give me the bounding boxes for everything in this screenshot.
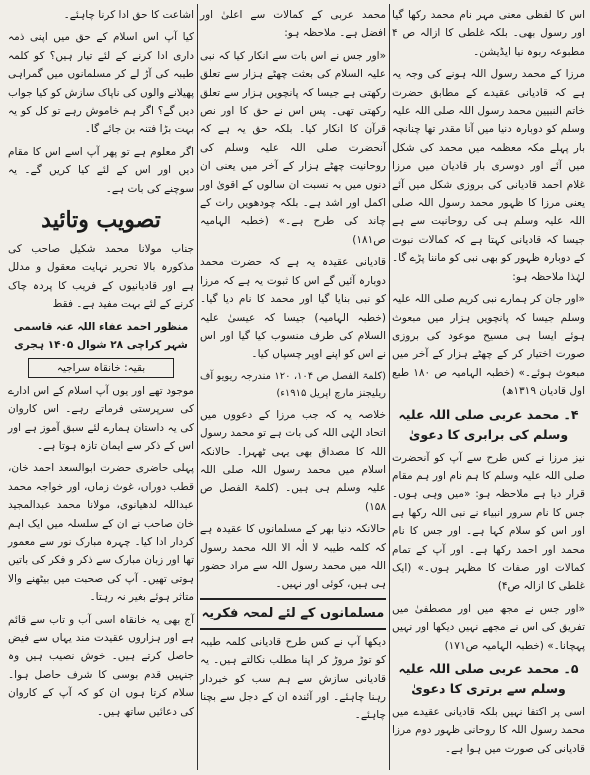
left-paragraph-7: آج بھی یہ خانقاہ اسی آب و تاب سے قائم ہے اور ہزاروں عقیدت مند یہاں سے فیض حاصل کرتے ہیں۔ خوش نصیب ہیں وہ جنہیں قدم بوسی کا شرف حاصل ہوا۔ سلام کرتا ہوں ان کو کہ آپ کے کاروان کی دعائیں ساتھ ہیں۔ [8,613,194,718]
mid-paragraph-1: محمد عربی کے کمالات سے اعلیٰ اور افضل ہے۔ ملاحظہ ہو: [200,9,386,40]
left-paragraph-1: اشاعت کا حق ادا کرنا چاہئے۔ [63,9,194,21]
banner-rule-top [200,598,386,600]
left-paragraph-4: جناب مولانا محمد شکیل صاحب کی مذکورہ بالا تحریر نہایت معقول و مدلل ہے اور قادیانیوں کے فریب کا پردہ چاک کرنے کے لئے بہت مفید ہے۔ فقط [8,243,194,311]
left-paragraph-6: پہلی حاضری حضرت ابوالسعد احمد خان، قطب دوراں، غوث زماں، اور خواجہ محمد عبداللہ لدھیانوی، مولانا محمد عبدالمجید خان صاحب نے ان کے سلسلہ میں ایک اہم کردار ادا کیا۔ چہرہ مبارک نور سے معمور تھا اور زبان مبارک سے ذکر و فکر کی باتیں ہوتی تھیں۔ آپ کی صحبت میں بیٹھنے والا متاثر ہوئے بغیر نہ رہتا۔ [8,462,194,604]
right-paragraph-6: اسی پر اکتفا نہیں بلکہ قادیانی عقیدے میں محمد رسول اللہ کا روحانی ظہور دوم مرزا قادیانی کی صورت میں ہوا ہے۔ [392,706,585,755]
mid-paragraph-4: خلاصہ یہ کہ جب مرزا کے دعووں میں اتحاد الہٰی اللہ کی بات ہے تو محمد رسول اللہ کا مصداق بھی یہی ٹھہرا۔ حالانکہ اسلام میں محمد رسول اللہ صلی اللہ علیہ وسلم ہی ہیں۔ (کلمۃ الفصل ص ۱۵۸) [200,408,386,513]
mid-paragraph-6: دیکھا آپ نے کس طرح قادیانی کلمہ طیبہ کو توڑ مروڑ کر اپنا مطلب نکالتے ہیں۔ یہ قادیانی سازش سے ہم سب کو خبردار رہنا چاہئے۔ اور آئندہ ان کے دجل سے بچنا چاہئے۔ [200,635,386,722]
right-paragraph-4: نیز مرزا نے کس طرح سے آپ کو آنحضرت صلی اللہ علیہ وسلم کا ہم نام اور ہم مقام قرار دیا ہے ملاحظہ ہو: «میں وہی ہوں۔ جس کا نام سرور انبیاء نے نبی اللہ رکھا ہے اور اس کو سلام کہا ہے۔ اور جس کا نام محمد اور احمد رکھا ہے۔ اور آپ کے تمام کمالات اور صفات کا مظہر ہوں۔» (ایک غلطی کا ازالہ ص۴) [392,451,585,593]
mid-paragraph-3: قادیانی عقیدہ یہ ہے کہ حضرت محمد دوبارہ آئیں گے اس کا ثبوت یہ ہے کہ مرزا کو نبی بنایا گیا اور محمد کا نام دیا گیا۔ (خطبہ الہامیہ) جیسا کہ عیسیٰ علیہ السلام کی طرف منسوب کیا گیا اور اس نے اس کو اپنے اوپر چسپاں کیا۔ [200,256,386,361]
mid-citation: (کلمۃ الفصل ص ۱۰۴، ۱۲۰ مندرجہ ریویو آف ریلیجنز مارچ اپریل ۱۹۱۵ء) [200,370,386,399]
mid-paragraph-5: حالانکہ دنیا بھر کے مسلمانوں کا عقیدہ ہے کہ کلمہ طیبہ لا الٰہ الا اللہ محمد رسول اللہ میں محمد رسول اللہ سے مراد حضور ہی ہیں، کوئی اور نہیں۔ [200,523,386,591]
right-paragraph-1: اس کا لفظی معنی مہر نام محمد رکھا گیا اور رسول بھی۔ بلکہ غلطی کا ازالہ ص ۴ مطبوعہ ربوہ نیا ایڈیشن۔ [392,9,585,58]
column-right [392,6,585,762]
left-paragraph-5: موجود تھے اور یوں آپ اسلام کے اس ادارے کی سرپرستی فرماتے رہے۔ اس کاروان کی یہ داستان ہمارے لئے سبق آموز ہے اور اس کے ذکر سے ایمان تازہ ہوتا ہے۔ [8,384,194,452]
column-divider-right [389,4,390,770]
right-paragraph-2: مرزا کے محمد رسول اللہ ہونے کی وجہ یہ ہے کہ قادیانی عقیدے کے مطابق حضرت خاتم النبیین محمد رسول اللہ صلی اللہ علیہ وسلم کو دوبارہ دنیا میں آنا مقدر تھا چنانچہ بار پہلے مکہ معظمہ میں محمد کی شکل میں آئے اور دوسری بار قادیان میں مرزا غلام احمد قادیانی کی بروزی شکل میں آئے یعنی مرزا کا ظہور محمد رسول اللہ صلی اللہ علیہ وسلم ہی کی روحانیت سے ہے جیسا کہ قادیانی کہتا ہے کہ کمالات نبوت کے دوبارہ ظہور کو بھی نبی کو ماننا پڑے گا۔ لہٰذا ملاحظہ ہو: [392,68,585,283]
endorsement-signature: منظور احمد عفاء اللہ عنہ قاسمی شہر کراچی ۲۸ شوال ۱۴۰۵ ہجری [13,320,189,351]
column-left [8,6,194,725]
banner-rule-bottom [200,628,386,630]
column-divider-left [197,4,198,770]
right-paragraph-5: «اور جس نے مجھ میں اور مصطفیٰ میں تفریق کی اس نے مجھے نہیں دیکھا اور نہیں پہچانا۔» (خطبہ الہامیہ ص۱۷۱) [392,602,585,652]
continued-label-box: بقیہ: خانقاہ سراجیہ [28,358,174,378]
right-paragraph-3: «اور جان کر ہمارے نبی کریم صلی اللہ علیہ وسلم جیسا کہ پانچویں ہزار میں مبعوث ہوئے ایسا ہی مسیح موعود کی بروزی صورت اختیار کر کے چھٹے ہزار کے آخر میں مبعوث ہوئے۔» (خطبہ الہامیہ ص ۱۸۰ طبع اول قادیان ۱۳۱۹ھ) [392,293,586,398]
right-heading-4: ۴۔ محمد عربی صلی اللہ علیہ وسلم کی برابری کا دعویٰ [398,406,579,442]
right-heading-5: ۵۔ محمد عربی صلی اللہ علیہ وسلم سے برتری کا دعویٰ [398,661,579,696]
left-paragraph-2: کیا آپ اس اسلام کے حق میں اپنی ذمہ داری ادا کرنے کے لئے تیار ہیں؟ کو کلمہ طیبہ کی آڑ لے کر مسلمانوں میں گمراہی پھیلانے والوں کی ناپاک سازش کو کیا جواب دیں گے؟ اگر ہم خاموش رہے تو کل کو یہ بہت بڑا فتنہ بن جائے گا۔ [8,31,194,136]
endorsement-title: تصویب وتائید [41,207,161,234]
mid-banner-heading: مسلمانوں کے لئے لمحہ فکریہ [201,605,385,621]
mid-paragraph-2: «اور جس نے اس بات سے انکار کیا کہ نبی علیہ السلام کی بعثت چھٹے ہزار سے تعلق رکھتی ہے جیسا کہ پانچویں ہزار سے تعلق رکھتی تھی۔ پس اس نے حق کا اور نص قرآن کا انکار کیا۔ بلکہ حق یہ ہے کہ آنحضرت صلی اللہ علیہ وسلم کی روحانیت چھٹے ہزار کے آخر میں یعنی ان دنوں میں بہ نسبت ان سالوں کے اقویٰ اور اکمل اور اشد ہے۔ بلکہ چودھویں رات کے چاند کی طرح ہے۔» (خطبہ الہامیہ ص۱۸۱) [200,49,386,246]
column-middle [200,6,386,729]
left-paragraph-3: اگر معلوم ہے تو پھر آپ اسے اس کا مقام دیں اور اس کے لئے کیا کریں گے۔ یہ سوچنے کی بات ہے۔ [8,145,194,195]
